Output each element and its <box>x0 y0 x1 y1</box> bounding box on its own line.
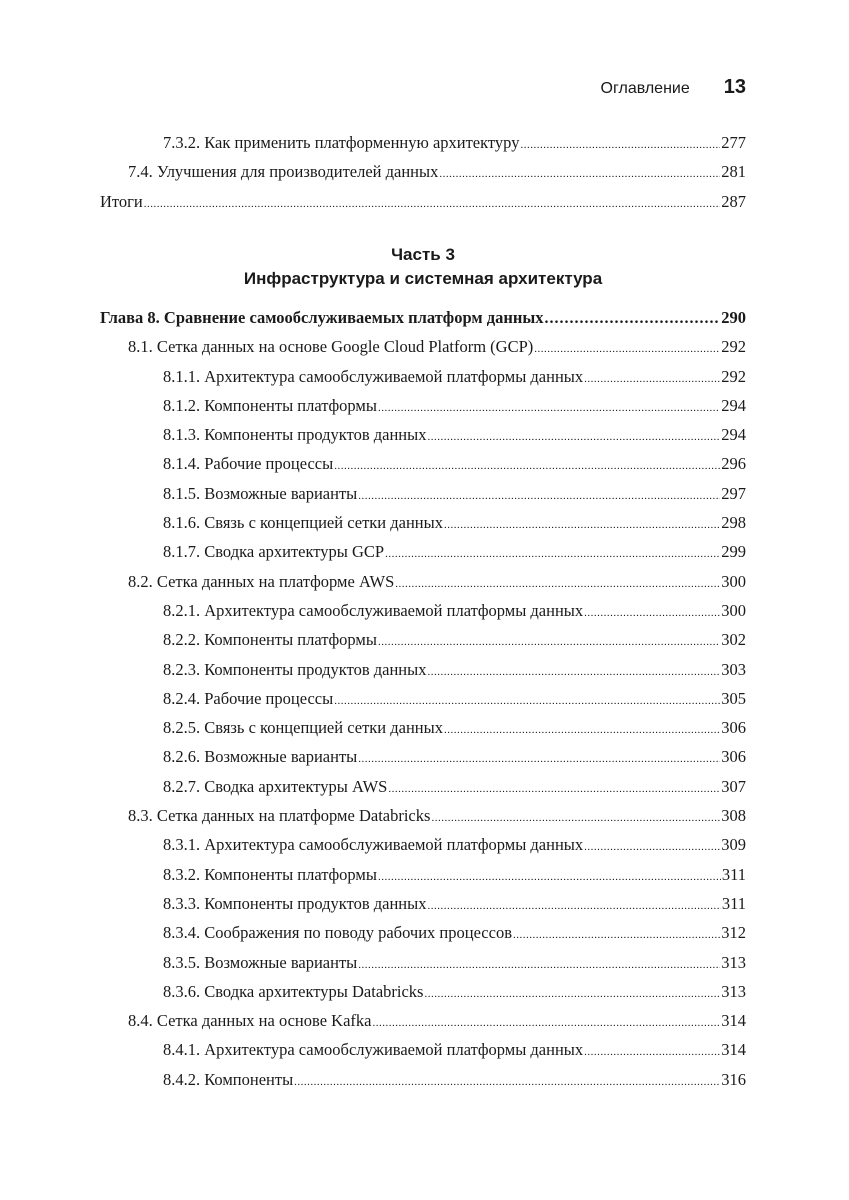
toc-entry-title: 8.1.3. Компоненты продуктов данных <box>163 425 427 445</box>
dot-leader <box>584 607 720 619</box>
toc-entry-title: 8.4.1. Архитектура самообслуживаемой платформы данных <box>163 1040 584 1060</box>
dot-leader <box>378 636 720 648</box>
toc-entry-title: 8.2.1. Архитектура самообслуживаемой платформы данных <box>163 600 584 620</box>
toc-entry[interactable] <box>100 835 746 864</box>
toc-entry-page: 306 <box>721 718 746 738</box>
toc-entry[interactable] <box>100 1040 746 1069</box>
toc-entry[interactable] <box>100 806 746 835</box>
toc-entry[interactable] <box>100 337 746 366</box>
toc-entry-title: 8.2.2. Компоненты платформы <box>163 630 377 650</box>
toc-entry-title: 8.2.3. Компоненты продуктов данных <box>163 659 427 679</box>
dot-leader <box>358 753 720 765</box>
toc-entry-title: 8.3.2. Компоненты платформы <box>163 864 377 884</box>
toc-entry-page: 311 <box>721 864 746 884</box>
toc-entry-title: 8.1. Сетка данных на основе Google Cloud Platform (GCP) <box>128 337 534 357</box>
page-number: 13 <box>723 76 746 98</box>
toc-entry-title: 8.2.5. Связь с концепцией сетки данных <box>163 718 443 738</box>
dot-leader <box>294 1076 720 1088</box>
toc-entry-title: 8.1.7. Сводка архитектуры GCP <box>163 542 385 562</box>
toc-entry[interactable] <box>100 1070 746 1099</box>
toc-entry-page: 314 <box>721 1011 746 1031</box>
toc-entry-title: 7.3.2. Как применить платформенную архитектуру <box>163 133 520 152</box>
toc-entry[interactable] <box>100 454 746 483</box>
dot-leader <box>427 900 720 912</box>
toc-entry-title: 8.3.1. Архитектура самообслуживаемой платформы данных <box>163 835 584 855</box>
part-title: Инфраструктура и системная архитектура <box>243 269 603 288</box>
toc-entry-title: 8.3. Сетка данных на платформе Databricks <box>128 806 431 826</box>
toc-entry-page: 313 <box>721 981 746 1001</box>
toc-entry-page: 300 <box>721 571 746 591</box>
toc-entry-page: 313 <box>721 952 746 972</box>
dot-leader <box>334 695 720 707</box>
dot-leader <box>584 841 720 853</box>
toc-entry-page: 298 <box>721 513 746 533</box>
toc-entry-page: 290 <box>721 308 746 327</box>
toc-entry[interactable] <box>100 162 746 191</box>
toc-entry-page: 294 <box>721 395 746 415</box>
dot-leader <box>388 783 720 795</box>
toc-entry-title: 8.1.2. Компоненты платформы <box>163 395 377 415</box>
toc-entry-title: 8.1.4. Рабочие процессы <box>163 454 334 474</box>
toc-entry[interactable] <box>100 660 746 689</box>
toc-entry-title: 8.3.5. Возможные варианты <box>163 952 358 972</box>
toc-entry[interactable] <box>100 1011 746 1040</box>
toc-entry[interactable] <box>100 894 746 923</box>
toc-entry-page: 277 <box>721 133 746 152</box>
dot-leader <box>584 373 720 385</box>
toc-entry-title: 8.2. Сетка данных на платформе AWS <box>128 571 395 591</box>
toc-entry-page: 296 <box>721 454 746 474</box>
toc-entry-page: 309 <box>721 835 746 855</box>
toc-entry-page: 311 <box>721 893 746 913</box>
toc-entry-page: 302 <box>721 630 746 650</box>
toc-entry[interactable] <box>100 630 746 659</box>
toc-entry-page: 308 <box>721 806 746 826</box>
toc-entry-title: Итоги <box>100 191 143 211</box>
toc-entry-title: 8.4.2. Компоненты <box>163 1069 294 1089</box>
toc-entry-title: 8.3.4. Соображения по поводу рабочих процессов <box>163 923 512 943</box>
toc-entry[interactable] <box>100 572 746 601</box>
dot-leader <box>378 402 720 414</box>
toc-entry-title: 8.2.7. Сводка архитектуры AWS <box>163 776 388 796</box>
toc-entry[interactable] <box>100 192 746 221</box>
toc-entry[interactable] <box>100 718 746 747</box>
toc-entry-page: 294 <box>721 425 746 445</box>
toc-entry[interactable] <box>100 923 746 952</box>
dot-leader <box>424 988 720 1000</box>
toc-entry[interactable] <box>100 513 746 542</box>
toc-entry-page: 292 <box>721 366 746 386</box>
dot-leader <box>584 1046 720 1058</box>
toc-entry[interactable] <box>100 982 746 1011</box>
dot-leader <box>358 490 720 502</box>
toc-entry-page: 312 <box>721 923 746 943</box>
toc-entry[interactable] <box>100 953 746 982</box>
toc-entry-page: 281 <box>721 162 746 182</box>
toc-main <box>100 308 746 1099</box>
header-title: Оглавление <box>600 80 690 97</box>
dot-leader <box>334 460 720 472</box>
part-label: Часть 3 <box>391 245 455 264</box>
dot-leader <box>520 139 720 151</box>
toc-entry-title: 8.3.3. Компоненты продуктов данных <box>163 893 427 913</box>
toc-entry-page: 287 <box>721 191 746 211</box>
toc-entry-page: 303 <box>721 659 746 679</box>
dot-leader <box>427 431 720 443</box>
toc-entry-title: 8.3.6. Сводка архитектуры Databricks <box>163 981 424 1001</box>
toc-entry-title: 7.4. Улучшения для производителей данных <box>128 162 439 182</box>
dot-leader <box>372 1017 720 1029</box>
dot-leader <box>431 812 720 824</box>
dot-leader <box>358 959 720 971</box>
toc-entry[interactable] <box>100 865 746 894</box>
toc-entry-page: 300 <box>721 600 746 620</box>
toc-entry[interactable] <box>100 777 746 806</box>
toc-entry-title: Глава 8. Сравнение самообслуживаемых платформ данных <box>100 308 544 327</box>
toc-continuation <box>100 133 746 221</box>
toc-entry-page: 305 <box>721 688 746 708</box>
toc-entry[interactable] <box>100 484 746 513</box>
dot-leader <box>544 310 720 328</box>
toc-entry-title: 8.1.5. Возможные варианты <box>163 483 358 503</box>
toc-entry-page: 297 <box>721 483 746 503</box>
toc-entry-page: 299 <box>721 542 746 562</box>
dot-leader <box>444 724 720 736</box>
part-heading <box>100 243 746 291</box>
toc-entry-title: 8.1.1. Архитектура самообслуживаемой платформы данных <box>163 366 584 386</box>
dot-leader <box>427 666 720 678</box>
toc-entry-title: 8.4. Сетка данных на основе Kafka <box>128 1011 372 1031</box>
dot-leader <box>378 871 721 883</box>
dot-leader <box>534 343 720 355</box>
toc-entry[interactable] <box>100 425 746 454</box>
toc-chapter-entry[interactable] <box>100 308 746 337</box>
dot-leader <box>439 168 720 180</box>
toc-entry-page: 306 <box>721 747 746 767</box>
running-header <box>100 76 746 106</box>
toc-entry[interactable] <box>100 133 746 162</box>
dot-leader <box>513 929 720 941</box>
toc-entry[interactable] <box>100 396 746 425</box>
toc-entry-title: 8.2.6. Возможные варианты <box>163 747 358 767</box>
toc-entry-page: 292 <box>721 337 746 357</box>
dot-leader <box>385 548 720 560</box>
toc-entry-page: 314 <box>721 1040 746 1060</box>
toc-entry-page: 307 <box>721 776 746 796</box>
dot-leader <box>144 198 720 210</box>
toc-entry[interactable] <box>100 367 746 396</box>
toc-entry[interactable] <box>100 542 746 571</box>
toc-entry-page: 316 <box>721 1069 746 1089</box>
dot-leader <box>395 578 720 590</box>
toc-entry[interactable] <box>100 747 746 776</box>
toc-entry-title: 8.1.6. Связь с концепцией сетки данных <box>163 513 443 533</box>
dot-leader <box>444 519 720 531</box>
toc-entry[interactable] <box>100 601 746 630</box>
toc-entry[interactable] <box>100 689 746 718</box>
toc-entry-title: 8.2.4. Рабочие процессы <box>163 688 334 708</box>
